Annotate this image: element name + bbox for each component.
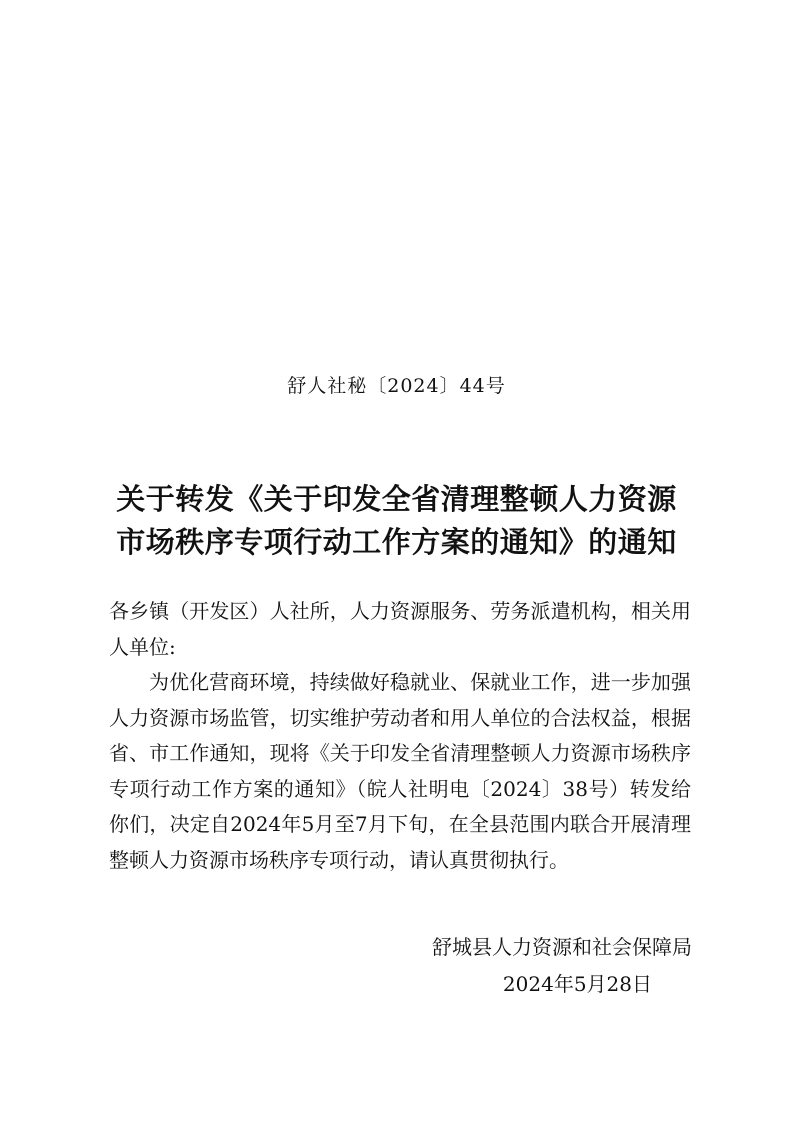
signature-block bbox=[380, 929, 692, 1003]
salutation: 各乡镇（开发区）人社所，人力资源服务、劳务派遣机构，相关用人单位: bbox=[109, 599, 691, 659]
issuing-organization: 舒城县人力资源和社会保障局 bbox=[432, 935, 692, 959]
document-title bbox=[90, 478, 703, 564]
title-line-1: 关于转发《关于印发全省清理整顿人力资源 bbox=[116, 482, 677, 516]
document-number: 舒人社秘〔2024〕44号 bbox=[287, 375, 506, 397]
title-line-2: 市场秩序专项行动工作方案的通知》的通知 bbox=[116, 525, 677, 559]
body-paragraph: 为优化营商环境，持续做好稳就业、保就业工作，进一步加强人力资源市场监管，切实维护劳动者和用人单位的合法权益，根据省、市工作通知，现将《关于印发全省清理整顿人力资源市场秩序专项行动工作方案的通知》（皖人社明电〔2024〕38号）转发给你们，决定自2024年5月至7月下旬，在全县范围内联合开展清理整顿人力资源市场秩序专项行动，请认真贯彻执行。 bbox=[109, 670, 691, 872]
document-body bbox=[109, 594, 691, 878]
issue-date: 2024年5月28日 bbox=[502, 972, 652, 996]
